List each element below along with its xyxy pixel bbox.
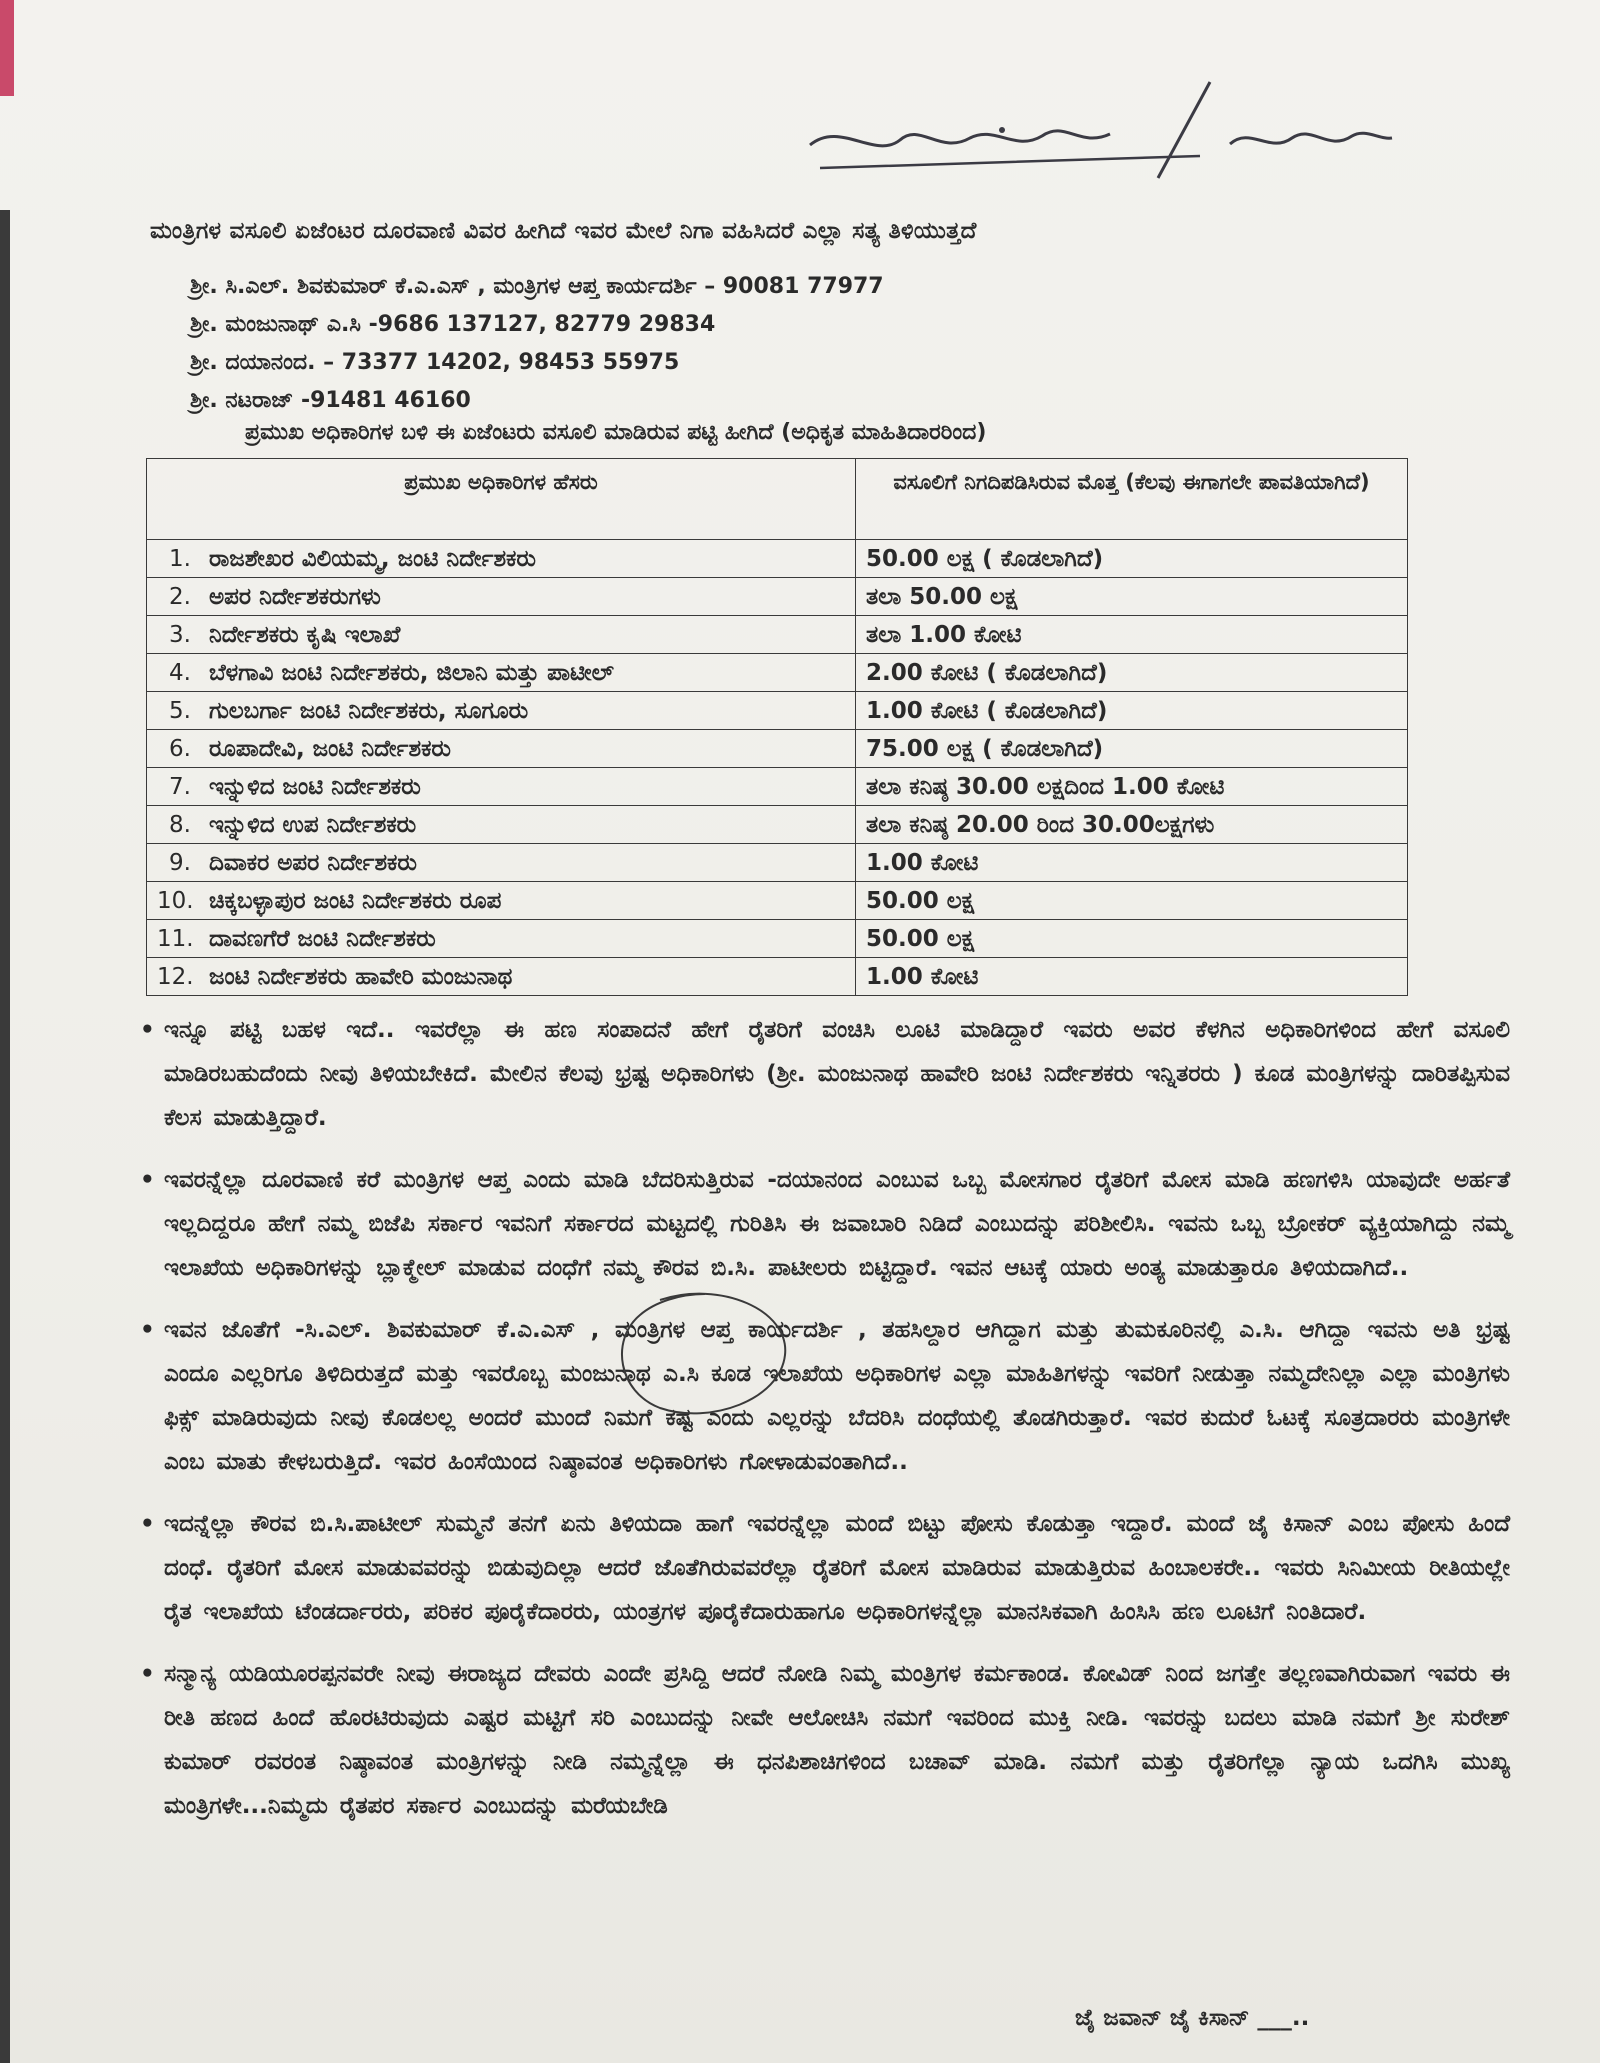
paragraph-text: ಇನ್ನೂ ಪಟ್ಟಿ ಬಹಳ ಇದೆ.. ಇವರೆಲ್ಲಾ ಈ ಹಣ ಸಂಪಾದನೆ ಹೇಗೆ ರೈತರಿಗೆ ವಂಚಿಸಿ ಲೂಟಿ ಮಾಡಿದ್ದಾರೆ ಇವರು ಅವರ ಕೆಳಗಿನ ಅಧಿಕಾರಿಗಳಿಂದ ಹೇಗೆ ವಸೂಲಿ ಮಾಡಿರಬಹುದೆಂದು ನೀವು ತಿಳಿಯಬೇಕಿದೆ. ಮೇಲಿನ ಕೆಲವು ಭ್ರಷ್ಟ ಅಧಿಕಾರಿಗಳು (ಶ್ರೀ. ಮಂಜುನಾಥ ಹಾವೇರಿ ಜಂಟಿ ನಿರ್ದೇಶಕರು ಇನ್ನಿತರರು ) ಕೂಡ ಮಂತ್ರಿಗಳನ್ನು ದಾರಿತಪ್ಪಿಸುವ ಕೆಲಸ ಮಾಡುತ್ತಿದ್ದಾರೆ.	[164, 1017, 1510, 1131]
row-number: 7.	[169, 773, 191, 800]
contact-line: ಶ್ರೀ. ಸಿ.ಎಲ್. ಶಿವಕುಮಾರ್ ಕೆ.ಎ.ಎಸ್ , ಮಂತ್ರಿಗಳ ಆಪ್ತ ಕಾರ್ಯದರ್ಶಿ – 90081 77977	[190, 274, 884, 299]
official-name-cell	[147, 540, 856, 578]
amount-cell: 50.00 ಲಕ್ಷ	[856, 882, 1408, 920]
official-name: ನಿರ್ದೇಶಕರು ಕೃಷಿ ಇಲಾಖೆ	[209, 621, 401, 648]
amount-cell: 2.00 ಕೋಟಿ ( ಕೊಡಲಾಗಿದೆ)	[856, 654, 1408, 692]
bullet-icon: •	[140, 1017, 155, 1043]
contact-line: ಶ್ರೀ. ಮಂಜುನಾಥ್ ಎ.ಸಿ -9686 137127, 82779 29834	[190, 312, 716, 337]
amount-cell: 50.00 ಲಕ್ಷ	[856, 920, 1408, 958]
bullet-paragraph	[140, 1158, 1510, 1290]
bullet-icon: •	[140, 1511, 155, 1537]
amount-cell: 1.00 ಕೋಟಿ ( ಕೊಡಲಾಗಿದೆ)	[856, 692, 1408, 730]
row-number: 2.	[169, 583, 191, 610]
table-row	[147, 844, 1408, 882]
table-caption: ಪ್ರಮುಖ ಅಧಿಕಾರಿಗಳ ಬಳಿ ಈ ಏಜೆಂಟರು ವಸೂಲಿ ಮಾಡಿರುವ ಪಟ್ಟಿ ಹೀಗಿದೆ (ಅಧಿಕೃತ ಮಾಹಿತಿದಾರರಿಂದ)	[245, 420, 987, 445]
page-edge-shadow	[0, 210, 10, 2063]
amount-cell: 50.00 ಲಕ್ಷ ( ಕೊಡಲಾಗಿದೆ)	[856, 540, 1408, 578]
official-name: ದಿವಾಕರ ಅಪರ ನಿರ್ದೇಶಕರು	[209, 849, 417, 876]
official-name-cell	[147, 768, 856, 806]
table-row	[147, 578, 1408, 616]
amount-cell: 1.00 ಕೋಟಿ	[856, 844, 1408, 882]
handwritten-signature	[780, 60, 1400, 190]
bullet-paragraph	[140, 1008, 1510, 1140]
table-row	[147, 958, 1408, 996]
official-name: ಜಂಟಿ ನಿರ್ದೇಶಕರು ಹಾವೇರಿ ಮಂಜುನಾಥ	[209, 963, 513, 990]
official-name: ದಾವಣಗೆರೆ ಜಂಟಿ ನಿರ್ದೇಶಕರು	[209, 925, 436, 952]
official-name-cell	[147, 844, 856, 882]
bullet-paragraph	[140, 1652, 1510, 1828]
official-name: ರೂಪಾದೇವಿ, ಜಂಟಿ ನಿರ್ದೇಶಕರು	[209, 735, 451, 762]
official-name-cell	[147, 920, 856, 958]
row-number: 10.	[157, 887, 194, 914]
contact-line: ಶ್ರೀ. ನಟರಾಜ್ -91481 46160	[190, 388, 471, 413]
official-name-cell	[147, 578, 856, 616]
official-name-cell	[147, 882, 856, 920]
contact-line: ಶ್ರೀ. ದಯಾನಂದ. – 73377 14202, 98453 55975	[190, 350, 680, 375]
official-name-cell	[147, 958, 856, 996]
officials-table	[146, 458, 1408, 996]
amount-cell: ತಲಾ ಕನಿಷ್ಠ 30.00 ಲಕ್ಷದಿಂದ 1.00 ಕೋಟಿ	[856, 768, 1408, 806]
table-row	[147, 920, 1408, 958]
table-row	[147, 540, 1408, 578]
bullet-paragraph	[140, 1502, 1510, 1634]
row-number: 6.	[169, 735, 191, 762]
paragraph-text: ಇದನ್ನೆಲ್ಲಾ ಕೌರವ ಬಿ.ಸಿ.ಪಾಟೀಲ್ ಸುಮ್ಮನೆ ತನಗೆ ಏನು ತಿಳಿಯದಾ ಹಾಗೆ ಇವರನ್ನೆಲ್ಲಾ ಮಂದೆ ಬಿಟ್ಟು ಪೋಸು ಕೊಡುತ್ತಾ ಇದ್ದಾರೆ. ಮಂದೆ ಜೈ ಕಿಸಾನ್ ಎಂಬ ಪೋಸು ಹಿಂದೆ ದಂಧೆ. ರೈತರಿಗೆ ಮೋಸ ಮಾಡುವವರನ್ನು ಬಿಡುವುದಿಲ್ಲಾ ಆದರೆ ಜೊತೆಗಿರುವವರೆಲ್ಲಾ ರೈತರಿಗೆ ಮೋಸ ಮಾಡಿರುವ ಮಾಡುತ್ತಿರುವ ಹಿಂಬಾಲಕರೇ.. ಇವರು ಸಿನಿಮೀಯ ರೀತಿಯಲ್ಲೇ ರೈತ ಇಲಾಖೆಯ ಟೆಂಡರ್ದಾರರು, ಪರಿಕರ ಪೂರೈಕೆದಾರರು, ಯಂತ್ರಗಳ ಪೂರೈಕೆದಾರುಹಾಗೂ ಅಧಿಕಾರಿಗಳನ್ನೆಲ್ಲಾ ಮಾನಸಿಕವಾಗಿ ಹಿಂಸಿಸಿ ಹಣ ಲೂಟಿಗೆ ನಿಂತಿದಾರೆ.	[164, 1511, 1510, 1625]
official-name-cell	[147, 806, 856, 844]
official-name-cell	[147, 730, 856, 768]
closing-slogan: ಜೈ ಜವಾನ್ ಜೈ ಕಿಸಾನ್ ___..	[1075, 2005, 1310, 2031]
official-name: ಬೆಳಗಾವಿ ಜಂಟಿ ನಿರ್ದೇಶಕರು, ಜಿಲಾನಿ ಮತ್ತು ಪಾಟೀಲ್	[209, 659, 614, 686]
handdrawn-circle-annotation	[600, 1280, 800, 1430]
table-row	[147, 768, 1408, 806]
official-name-cell	[147, 616, 856, 654]
bullet-icon: •	[140, 1661, 155, 1687]
paragraph-text: ಸನ್ಮಾನ್ಯ ಯಡಿಯೂರಪ್ಪನವರೇ ನೀವು ಈರಾಜ್ಯದ ದೇವರು ಎಂದೇ ಪ್ರಸಿದ್ದಿ ಆದರೆ ನೋಡಿ ನಿಮ್ಮ ಮಂತ್ರಿಗಳ ಕರ್ಮಕಾಂಡ. ಕೋವಿಡ್ ನಿಂದ ಜಗತ್ತೇ ತಲ್ಲಣವಾಗಿರುವಾಗ ಇವರು ಈ ರೀತಿ ಹಣದ ಹಿಂದೆ ಹೊರಟಿರುವುದು ಎಷ್ಟರ ಮಟ್ಟಿಗೆ ಸರಿ ಎಂಬುದನ್ನು ನೀವೇ ಆಲೋಚಿಸಿ ನಮಗೆ ಇವರಿಂದ ಮುಕ್ತಿ ನೀಡಿ. ಇವರನ್ನು ಬದಲು ಮಾಡಿ ನಮಗೆ ಶ್ರೀ ಸುರೇಶ್ ಕುಮಾರ್ ರವರಂತ ನಿಷ್ಠಾವಂತ ಮಂತ್ರಿಗಳನ್ನು ನೀಡಿ ನಮ್ಮನ್ನೆಲ್ಲಾ ಈ ಧನಪಿಶಾಚಿಗಳಿಂದ ಬಚಾವ್ ಮಾಡಿ. ನಮಗೆ ಮತ್ತು ರೈತರಿಗೆಲ್ಲಾ ನ್ಯಾಯ ಒದಗಿಸಿ ಮುಖ್ಯ ಮಂತ್ರಿಗಳೇ...ನಿಮ್ಮದು ರೈತಪರ ಸರ್ಕಾರ ಎಂಬುದನ್ನು ಮರೆಯಬೇಡಿ	[164, 1661, 1510, 1819]
bullet-list	[140, 1008, 1510, 1846]
bullet-icon: •	[140, 1317, 155, 1343]
official-name: ಇನ್ನುಳಿದ ಉಪ ನಿರ್ದೇಶಕರು	[209, 811, 417, 838]
row-number: 9.	[169, 849, 191, 876]
official-name-cell	[147, 692, 856, 730]
amount-cell: 75.00 ಲಕ್ಷ ( ಕೊಡಲಾಗಿದೆ)	[856, 730, 1408, 768]
table-row	[147, 806, 1408, 844]
page-edge-mark	[0, 0, 14, 96]
amount-cell: 1.00 ಕೋಟಿ	[856, 958, 1408, 996]
table-row	[147, 730, 1408, 768]
header-amount: ವಸೂಲಿಗೆ ನಿಗದಿಪಡಿಸಿರುವ ಮೊತ್ತ (ಕೆಲವು ಈಗಾಗಲೇ ಪಾವತಿಯಾಗಿದೆ)	[856, 459, 1408, 540]
row-number: 3.	[169, 621, 191, 648]
row-number: 1.	[169, 545, 191, 572]
amount-cell: ತಲಾ 1.00 ಕೋಟಿ	[856, 616, 1408, 654]
official-name: ಚಿಕ್ಕಬಳ್ಳಾಪುರ ಜಂಟಿ ನಿರ್ದೇಶಕರು ರೂಪ	[209, 887, 502, 914]
row-number: 11.	[157, 925, 194, 952]
table-row	[147, 654, 1408, 692]
official-name: ಇನ್ನುಳಿದ ಜಂಟಿ ನಿರ್ದೇಶಕರು	[209, 773, 421, 800]
table-row	[147, 882, 1408, 920]
bullet-paragraph	[140, 1308, 1510, 1484]
official-name: ಅಪರ ನಿರ್ದೇಶಕರುಗಳು	[209, 583, 381, 610]
official-name: ಗುಲಬರ್ಗಾ ಜಂಟಿ ನಿರ್ದೇಶಕರು, ಸೂಗೂರು	[209, 697, 529, 724]
row-number: 8.	[169, 811, 191, 838]
official-name-cell	[147, 654, 856, 692]
official-name: ರಾಜಶೇಖರ ವಿಲಿಯಮ್ಮ, ಜಂಟಿ ನಿರ್ದೇಶಕರು	[209, 545, 536, 572]
header-official-name: ಪ್ರಮುಖ ಅಧಿಕಾರಿಗಳ ಹೆಸರು	[147, 459, 856, 540]
paragraph-text: ಇವರನ್ನೆಲ್ಲಾ ದೂರವಾಣಿ ಕರೆ ಮಂತ್ರಿಗಳ ಆಪ್ತ ಎಂದು ಮಾಡಿ ಬೆದರಿಸುತ್ತಿರುವ -ದಯಾನಂದ ಎಂಬುವ ಒಬ್ಬ ಮೋಸಗಾರ ರೈತರಿಗೆ ಮೋಸ ಮಾಡಿ ಹಣಗಳಿಸಿ ಯಾವುದೇ ಅರ್ಹತೆ ಇಲ್ಲದಿದ್ದರೂ ಹೇಗೆ ನಮ್ಮ ಬಿಜೆಪಿ ಸರ್ಕಾರ ಇವನಿಗೆ ಸರ್ಕಾರದ ಮಟ್ಟದಲ್ಲಿ ಗುರಿತಿಸಿ ಈ ಜವಾಬಾರಿ ನಿಡಿದೆ ಎಂಬುದನ್ನು ಪರಿಶೀಲಿಸಿ. ಇವನು ಒಬ್ಬ ಬ್ರೋಕರ್ ವ್ಯಕ್ತಿಯಾಗಿದ್ದು ನಮ್ಮ ಇಲಾಖೆಯ ಅಧಿಕಾರಿಗಳನ್ನು ಬ್ಲಾಕ್ಮೇಲ್ ಮಾಡುವ ದಂಧೆಗೆ ನಮ್ಮ ಕೌರವ ಬಿ.ಸಿ. ಪಾಟೀಲರು ಬಿಟ್ಟಿದ್ದಾರೆ. ಇವನ ಆಟಕ್ಕೆ ಯಾರು ಅಂತ್ಯ ಮಾಡುತ್ತಾರೂ ತಿಳಿಯದಾಗಿದೆ..	[164, 1167, 1510, 1281]
bullet-icon: •	[140, 1167, 155, 1193]
table-row	[147, 692, 1408, 730]
amount-cell: ತಲಾ ಕನಿಷ್ಠ 20.00 ರಿಂದ 30.00ಲಕ್ಷಗಳು	[856, 806, 1408, 844]
row-number: 4.	[169, 659, 191, 686]
amount-cell: ತಲಾ 50.00 ಲಕ್ಷ	[856, 578, 1408, 616]
row-number: 12.	[157, 963, 194, 990]
table-header-row	[147, 459, 1408, 540]
row-number: 5.	[169, 697, 191, 724]
contact-list	[190, 268, 1290, 420]
table-row	[147, 616, 1408, 654]
paragraph-text: ಇವನ ಜೊತೆಗೆ -ಸಿ.ಎಲ್. ಶಿವಕುಮಾರ್ ಕೆ.ಎ.ಎಸ್ , ಮಂತ್ರಿಗಳ ಆಪ್ತ ಕಾರ್ಯದರ್ಶಿ , ತಹಸಿಲ್ದಾರ ಆಗಿದ್ದಾಗ ಮತ್ತು ತುಮಕೂರಿನಲ್ಲಿ ಎ.ಸಿ. ಆಗಿದ್ದಾ ಇವನು ಅತಿ ಭ್ರಷ್ಟ ಎಂದೂ ಎಲ್ಲರಿಗೂ ತಿಳಿದಿರುತ್ತದೆ ಮತ್ತು ಇವರೊಬ್ಬ ಮಂಜುನಾಥ ಎ.ಸಿ ಕೂಡ ಇಲಾಖೆಯ ಅಧಿಕಾರಿಗಳ ಎಲ್ಲಾ ಮಾಹಿತಿಗಳನ್ನು ಇವರಿಗೆ ನೀಡುತ್ತಾ ನಮ್ಮದೇನಿಲ್ಲಾ ಎಲ್ಲಾ ಮಂತ್ರಿಗಳು ಫಿಕ್ಸ್ ಮಾಡಿರುವುದು ನೀವು ಕೊಡಲಲ್ಲ ಅಂದರೆ ಮುಂದೆ ನಿಮಗೆ ಕಷ್ಟ ಎಂದು ಎಲ್ಲರನ್ನು ಬೆದರಿಸಿ ದಂಧೆಯಲ್ಲಿ ತೊಡಗಿರುತ್ತಾರೆ. ಇವರ ಕುದುರೆ ಓಟಕ್ಕೆ ಸೂತ್ರದಾರರು ಮಂತ್ರಿಗಳೇ ಎಂಬ ಮಾತು ಕೇಳಬರುತ್ತಿದೆ. ಇವರ ಹಿಂಸೆಯಿಂದ ನಿಷ್ಠಾವಂತ ಅಧಿಕಾರಿಗಳು ಗೋಳಾಡುವಂತಾಗಿದೆ..	[164, 1317, 1510, 1475]
intro-line: ಮಂತ್ರಿಗಳ ವಸೂಲಿ ಏಜೆಂಟರ ದೂರವಾಣಿ ವಿವರ ಹೀಗಿದೆ ಇವರ ಮೇಲೆ ನಿಗಾ ವಹಿಸಿದರೆ ಎಲ್ಲಾ ಸತ್ಯ ತಿಳಿಯುತ್ತದೆ	[150, 218, 977, 244]
